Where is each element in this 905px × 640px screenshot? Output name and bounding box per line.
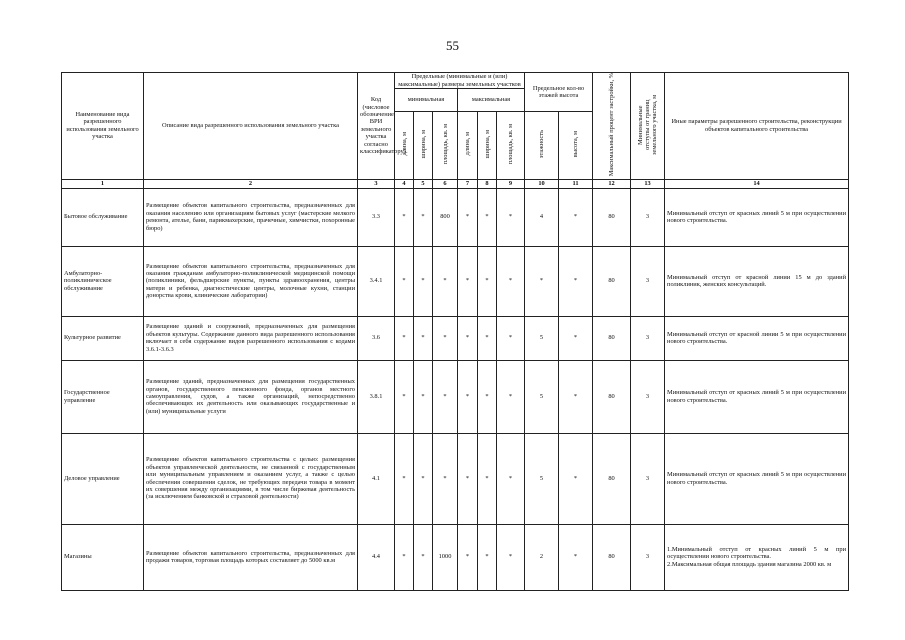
row-floors: 4 [525, 188, 559, 246]
column-number: 8 [478, 179, 497, 188]
row-max-area: * [497, 433, 525, 524]
row-max-length: * [458, 360, 478, 433]
row-max-width: * [478, 433, 497, 524]
row-max-area: * [497, 360, 525, 433]
table-body [62, 188, 849, 590]
header-setback: Минимальные отступы от границ земельного участка, м [637, 94, 659, 155]
row-min-length: * [395, 316, 414, 360]
row-setback: 3 [631, 316, 665, 360]
row-min-length: * [395, 433, 414, 524]
row-name: Амбулаторно-поликлиническое обслуживание [62, 246, 144, 316]
header-min-length: длина, м [395, 111, 414, 179]
column-number: 9 [497, 179, 525, 188]
row-other: Минимальный отступ от красных линий 5 м при осуществлении нового строительства. [665, 360, 849, 433]
header-other: Иные параметры разрешенного строительства, реконструкции объектов капитального строительства [665, 73, 849, 180]
header-min: минимальная [395, 89, 458, 112]
row-code: 3.8.1 [358, 360, 395, 433]
row-max-width: * [478, 316, 497, 360]
row-max-length: * [458, 433, 478, 524]
row-coverage: 80 [593, 246, 631, 316]
header-max-area: площадь, кв. м [497, 111, 525, 179]
column-number: 11 [559, 179, 593, 188]
row-min-width: * [414, 524, 433, 590]
row-description: Размещение зданий и сооружений, предназначенных для размещения объектов культуры. Содержание данного вида разрешенного использования включает в себя содержание видов разрешенного использования с кодами 3.6.1-3.6.3 [144, 316, 358, 360]
column-number: 5 [414, 179, 433, 188]
row-name: Деловое управление [62, 433, 144, 524]
row-floors: 5 [525, 316, 559, 360]
row-setback: 3 [631, 360, 665, 433]
row-name: Магазины [62, 524, 144, 590]
row-max-area: * [497, 246, 525, 316]
row-coverage: 80 [593, 188, 631, 246]
row-min-area: 1000 [433, 524, 458, 590]
row-description: Размещение объектов капитального строительства, предназначенных для продажи товаров, торговая площадь которых составляет до 5000 кв.м [144, 524, 358, 590]
row-coverage: 80 [593, 524, 631, 590]
row-floors: 2 [525, 524, 559, 590]
row-other: Минимальный отступ от красных линий 5 м при осуществлении нового строительства. [665, 433, 849, 524]
row-max-width: * [478, 360, 497, 433]
table-row [62, 360, 849, 433]
table-row [62, 188, 849, 246]
row-code: 3.4.1 [358, 246, 395, 316]
row-min-width: * [414, 188, 433, 246]
row-setback: 3 [631, 188, 665, 246]
row-min-length: * [395, 360, 414, 433]
row-description: Размещение объектов капитального строительства с целью: размещения объектов управленческой деятельности, не связанной с государственным или муниципальным управлением и оказанием услуг, а также с целью обеспечения совершения сделок, не требующих передачи товара в момент их совершения между организациями, в том числе биржевая деятельность (за исключением банковской и страховой деятельности) [144, 433, 358, 524]
row-min-length: * [395, 188, 414, 246]
column-number: 14 [665, 179, 849, 188]
table-row [62, 246, 849, 316]
header-name: Наименование вида разрешенного использования земельного участка [62, 73, 144, 180]
row-height: * [559, 360, 593, 433]
row-max-length: * [458, 246, 478, 316]
row-min-area: 800 [433, 188, 458, 246]
row-height: * [559, 188, 593, 246]
row-name: Государственное управление [62, 360, 144, 433]
row-min-length: * [395, 524, 414, 590]
row-description: Размещение объектов капитального строительства, предназначенных для оказания населению или организациям бытовых услуг (мастерские мелкого ремонта, ателье, бани, парикмахерские, прачечные, химчистки, похоронные бюро) [144, 188, 358, 246]
header-max: максимальная [458, 89, 525, 112]
row-min-width: * [414, 433, 433, 524]
row-description: Размещение зданий, предназначенных для размещения государственных органов, государственного пенсионного фонда, органов местного самоуправления, судов, а также организаций, непосредственно обеспечивающих их деятельность или оказывающих государственные и (или) муниципальные услуги [144, 360, 358, 433]
row-min-area: * [433, 360, 458, 433]
row-max-length: * [458, 316, 478, 360]
row-other: 1.Минимальный отступ от красных линий 5 м при осуществлении нового строительства. 2.Максимальная общая площадь здания магазина 2000 кв. м [665, 524, 849, 590]
column-numbers-row [62, 179, 849, 188]
column-number: 10 [525, 179, 559, 188]
header-setback-cell [631, 73, 665, 180]
row-setback: 3 [631, 246, 665, 316]
row-height: * [559, 316, 593, 360]
column-number: 4 [395, 179, 414, 188]
column-number: 1 [62, 179, 144, 188]
row-min-width: * [414, 316, 433, 360]
row-floors: 5 [525, 433, 559, 524]
row-height: * [559, 433, 593, 524]
header-floors: этажность [525, 111, 559, 179]
column-number: 12 [593, 179, 631, 188]
row-max-width: * [478, 246, 497, 316]
row-description: Размещение объектов капитального строительства, предназначенных для оказания гражданам амбулаторно-поликлинической медицинской помощи (поликлиники, фельдшерские пункты, пункты здравоохранения, центры матери и ребенка, диагностические центры, молочные кухни, станции донорства крови, клинические лаборатории) [144, 246, 358, 316]
header-coverage-cell [593, 73, 631, 180]
column-number: 6 [433, 179, 458, 188]
row-coverage: 80 [593, 433, 631, 524]
row-min-area: * [433, 316, 458, 360]
row-height: * [559, 246, 593, 316]
regulation-table [61, 72, 849, 591]
column-number: 2 [144, 179, 358, 188]
header-min-area: площадь, кв. м [433, 111, 458, 179]
row-code: 4.1 [358, 433, 395, 524]
row-max-width: * [478, 188, 497, 246]
header-description: Описание вида разрешенного использования земельного участка [144, 73, 358, 180]
row-max-area: * [497, 188, 525, 246]
row-floors: 5 [525, 360, 559, 433]
column-number: 7 [458, 179, 478, 188]
row-other: Минимальный отступ от красной линии 5 м при осуществлении нового строительства. [665, 316, 849, 360]
row-code: 3.3 [358, 188, 395, 246]
row-other: Минимальный отступ от красной линии 15 м до зданий поликлиник, женских консультаций. [665, 246, 849, 316]
table-row [62, 316, 849, 360]
row-name: Бытовое обслуживание [62, 188, 144, 246]
row-setback: 3 [631, 433, 665, 524]
row-code: 4.4 [358, 524, 395, 590]
row-min-width: * [414, 246, 433, 316]
header-min-width: ширина, м [414, 111, 433, 179]
page-number: 55 [446, 38, 459, 53]
row-code: 3.6 [358, 316, 395, 360]
header-coverage: Максимальный процент застройки, % [608, 73, 616, 177]
header-max-length: длина, м [458, 111, 478, 179]
row-name: Культурное развитие [62, 316, 144, 360]
header-code: Код (числовое обозначение ВРИ земельного участка согласно классификатору) [358, 73, 395, 180]
table-row [62, 433, 849, 524]
row-min-length: * [395, 246, 414, 316]
table-row [62, 524, 849, 590]
column-number: 13 [631, 179, 665, 188]
row-coverage: 80 [593, 316, 631, 360]
header-max-width: ширина, м [478, 111, 497, 179]
row-max-area: * [497, 316, 525, 360]
header-limits: Предельные (минимальные и (или) максимальные) размеры земельных участков [395, 73, 525, 89]
header-floors-group: Предельное кол-во этажей высота [525, 73, 593, 112]
row-max-length: * [458, 188, 478, 246]
header-height: высота, м [559, 111, 593, 179]
row-height: * [559, 524, 593, 590]
row-other: Минимальный отступ от красных линий 5 м при осуществлении нового строительства. [665, 188, 849, 246]
column-number: 3 [358, 179, 395, 188]
row-min-width: * [414, 360, 433, 433]
row-max-length: * [458, 524, 478, 590]
row-min-area: * [433, 433, 458, 524]
row-max-area: * [497, 524, 525, 590]
row-coverage: 80 [593, 360, 631, 433]
row-min-area: * [433, 246, 458, 316]
row-max-width: * [478, 524, 497, 590]
row-setback: 3 [631, 524, 665, 590]
row-floors: * [525, 246, 559, 316]
